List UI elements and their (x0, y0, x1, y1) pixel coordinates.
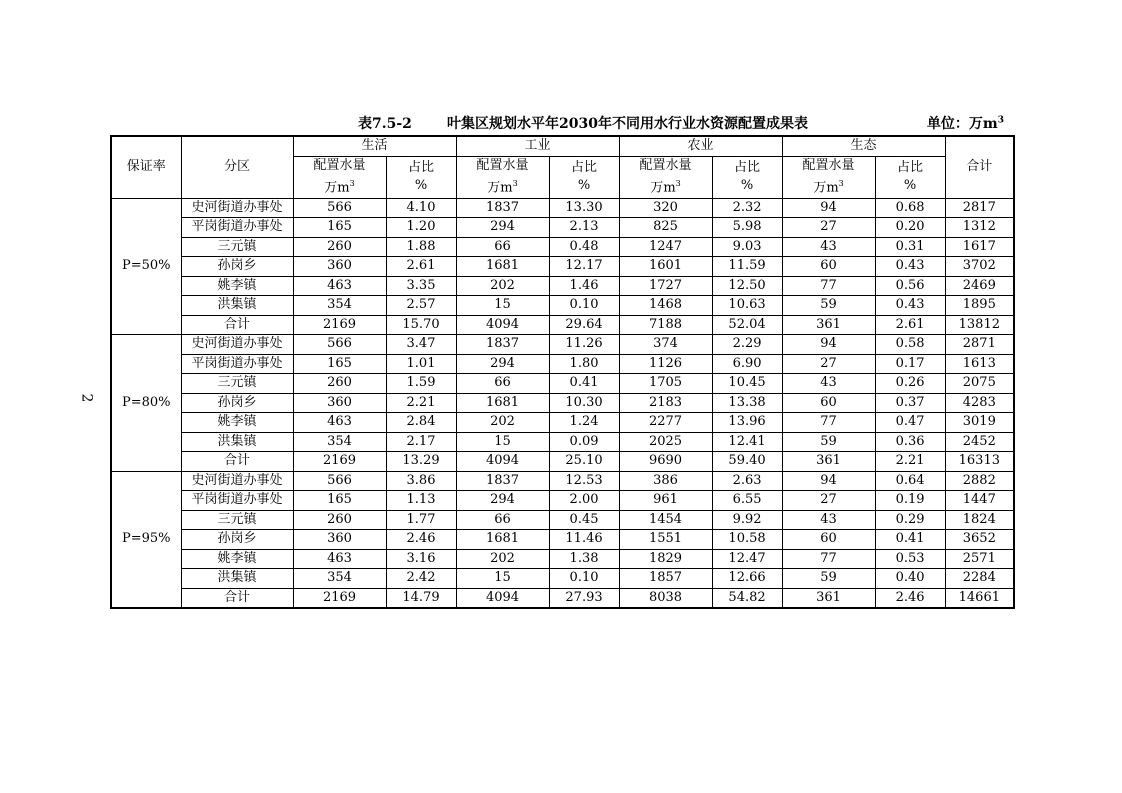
value-cell: 94 (782, 198, 875, 218)
header-ratio: 占比 % (386, 156, 456, 198)
value-cell: 0.19 (875, 491, 945, 511)
value-cell: 13.38 (712, 393, 782, 413)
value-cell: 1727 (619, 276, 712, 296)
value-cell: 202 (456, 549, 549, 569)
value-cell: 1126 (619, 354, 712, 374)
header-amount: 配置水量 万$m^3$ (782, 156, 875, 198)
value-cell: 1.20 (386, 218, 456, 238)
value-cell: 0.68 (875, 198, 945, 218)
value-cell: 11.46 (549, 530, 619, 550)
value-cell: 59 (782, 296, 875, 316)
value-cell: 1601 (619, 257, 712, 277)
table-row (111, 471, 1014, 491)
table-number: 表7.5-2 (358, 116, 412, 132)
rate-cell: P=95% (111, 471, 181, 608)
value-cell: 4.10 (386, 198, 456, 218)
value-cell: 1551 (619, 530, 712, 550)
value-cell: 260 (293, 374, 386, 394)
header-total: 合计 (945, 136, 1014, 198)
table-row (111, 413, 1014, 433)
table-row (111, 276, 1014, 296)
value-cell: 360 (293, 393, 386, 413)
value-cell: 566 (293, 335, 386, 355)
value-cell: 1837 (456, 335, 549, 355)
value-cell: 27 (782, 491, 875, 511)
value-cell: 2.21 (875, 452, 945, 472)
table-row (111, 530, 1014, 550)
table-row (111, 569, 1014, 589)
value-cell: 1.13 (386, 491, 456, 511)
value-cell: 0.31 (875, 237, 945, 257)
value-cell: 3.16 (386, 549, 456, 569)
value-cell: 1857 (619, 569, 712, 589)
value-cell: 1613 (945, 354, 1014, 374)
value-cell: 0.36 (875, 432, 945, 452)
value-cell: 59 (782, 569, 875, 589)
value-cell: 0.58 (875, 335, 945, 355)
value-cell: 0.56 (875, 276, 945, 296)
value-cell: 1312 (945, 218, 1014, 238)
value-cell: 15 (456, 296, 549, 316)
value-cell: 1454 (619, 510, 712, 530)
value-cell: 4283 (945, 393, 1014, 413)
value-cell: 59.40 (712, 452, 782, 472)
value-cell: 1681 (456, 530, 549, 550)
value-cell: 2.57 (386, 296, 456, 316)
value-cell: 15 (456, 432, 549, 452)
value-cell: 94 (782, 471, 875, 491)
table-row (111, 452, 1014, 472)
table-row (111, 198, 1014, 218)
value-cell: 1829 (619, 549, 712, 569)
value-cell: 1.59 (386, 374, 456, 394)
table-row (111, 491, 1014, 511)
value-cell: 2025 (619, 432, 712, 452)
value-cell: 2169 (293, 588, 386, 608)
value-cell: 1.01 (386, 354, 456, 374)
value-cell: 1.38 (549, 549, 619, 569)
value-cell: 52.04 (712, 315, 782, 335)
region-cell: 三元镇 (181, 237, 293, 257)
value-cell: 2871 (945, 335, 1014, 355)
value-cell: 2882 (945, 471, 1014, 491)
value-cell: 94 (782, 335, 875, 355)
table-row (111, 296, 1014, 316)
region-cell: 姚李镇 (181, 413, 293, 433)
value-cell: 43 (782, 237, 875, 257)
value-cell: 0.43 (875, 296, 945, 316)
value-cell: 3652 (945, 530, 1014, 550)
value-cell: 11.26 (549, 335, 619, 355)
header-ratio: 占比 % (875, 156, 945, 198)
value-cell: 294 (456, 491, 549, 511)
region-cell: 合计 (181, 315, 293, 335)
header-ratio: 占比 % (712, 156, 782, 198)
value-cell: 3.35 (386, 276, 456, 296)
value-cell: 354 (293, 569, 386, 589)
value-cell: 463 (293, 549, 386, 569)
value-cell: 66 (456, 374, 549, 394)
value-cell: 2284 (945, 569, 1014, 589)
value-cell: 1837 (456, 471, 549, 491)
value-cell: 1447 (945, 491, 1014, 511)
value-cell: 0.43 (875, 257, 945, 277)
header-group-industry: 工业 (456, 136, 619, 156)
value-cell: 2452 (945, 432, 1014, 452)
value-cell: 12.47 (712, 549, 782, 569)
value-cell: 0.41 (549, 374, 619, 394)
value-cell: 60 (782, 257, 875, 277)
value-cell: 2.61 (875, 315, 945, 335)
value-cell: 202 (456, 413, 549, 433)
value-cell: 360 (293, 530, 386, 550)
region-cell: 孙岗乡 (181, 393, 293, 413)
region-cell: 姚李镇 (181, 549, 293, 569)
value-cell: 12.50 (712, 276, 782, 296)
value-cell: 2169 (293, 315, 386, 335)
header-ratio: 占比 % (549, 156, 619, 198)
value-cell: 1824 (945, 510, 1014, 530)
value-cell: 2169 (293, 452, 386, 472)
region-cell: 三元镇 (181, 374, 293, 394)
value-cell: 10.63 (712, 296, 782, 316)
value-cell: 25.10 (549, 452, 619, 472)
table-row (111, 588, 1014, 608)
region-cell: 合计 (181, 452, 293, 472)
value-cell: 386 (619, 471, 712, 491)
value-cell: 7188 (619, 315, 712, 335)
value-cell: 2.46 (386, 530, 456, 550)
value-cell: 12.17 (549, 257, 619, 277)
header-group-agriculture: 农业 (619, 136, 782, 156)
table-row (111, 237, 1014, 257)
value-cell: 2277 (619, 413, 712, 433)
table-row (111, 257, 1014, 277)
value-cell: 16313 (945, 452, 1014, 472)
value-cell: 9.03 (712, 237, 782, 257)
value-cell: 6.55 (712, 491, 782, 511)
value-cell: 2.13 (549, 218, 619, 238)
value-cell: 0.37 (875, 393, 945, 413)
value-cell: 165 (293, 491, 386, 511)
value-cell: 2.32 (712, 198, 782, 218)
value-cell: 9690 (619, 452, 712, 472)
value-cell: 1.24 (549, 413, 619, 433)
value-cell: 463 (293, 413, 386, 433)
table-row (111, 393, 1014, 413)
value-cell: 1705 (619, 374, 712, 394)
value-cell: 14.79 (386, 588, 456, 608)
value-cell: 77 (782, 276, 875, 296)
value-cell: 374 (619, 335, 712, 355)
value-cell: 2.00 (549, 491, 619, 511)
header-region: 分区 (181, 136, 293, 198)
value-cell: 1.80 (549, 354, 619, 374)
value-cell: 4094 (456, 588, 549, 608)
header-group-domestic: 生活 (293, 136, 456, 156)
value-cell: 361 (782, 588, 875, 608)
value-cell: 294 (456, 354, 549, 374)
value-cell: 10.58 (712, 530, 782, 550)
table-title: 叶集区规划水平年2030年不同用水行业水资源配置成果表 (447, 116, 808, 132)
value-cell: 0.45 (549, 510, 619, 530)
value-cell: 43 (782, 510, 875, 530)
value-cell: 10.30 (549, 393, 619, 413)
value-cell: 2.21 (386, 393, 456, 413)
value-cell: 13.30 (549, 198, 619, 218)
value-cell: 0.26 (875, 374, 945, 394)
table-row (111, 218, 1014, 238)
value-cell: 2183 (619, 393, 712, 413)
header-group-ecology: 生态 (782, 136, 945, 156)
value-cell: 13.96 (712, 413, 782, 433)
region-cell: 洪集镇 (181, 432, 293, 452)
value-cell: 566 (293, 471, 386, 491)
region-cell: 洪集镇 (181, 296, 293, 316)
header-amount: 配置水量 万$m^3$ (293, 156, 386, 198)
value-cell: 12.66 (712, 569, 782, 589)
value-cell: 354 (293, 296, 386, 316)
value-cell: 0.64 (875, 471, 945, 491)
value-cell: 0.48 (549, 237, 619, 257)
value-cell: 566 (293, 198, 386, 218)
value-cell: 0.29 (875, 510, 945, 530)
value-cell: 1895 (945, 296, 1014, 316)
value-cell: 3702 (945, 257, 1014, 277)
table-row (111, 432, 1014, 452)
value-cell: 0.10 (549, 569, 619, 589)
value-cell: 60 (782, 393, 875, 413)
value-cell: 6.90 (712, 354, 782, 374)
value-cell: 361 (782, 315, 875, 335)
value-cell: 66 (456, 510, 549, 530)
value-cell: 12.53 (549, 471, 619, 491)
value-cell: 77 (782, 549, 875, 569)
table-caption (0, 113, 1122, 135)
value-cell: 0.10 (549, 296, 619, 316)
value-cell: 43 (782, 374, 875, 394)
value-cell: 13.29 (386, 452, 456, 472)
value-cell: 0.41 (875, 530, 945, 550)
value-cell: 15 (456, 569, 549, 589)
region-cell: 史河街道办事处 (181, 335, 293, 355)
value-cell: 77 (782, 413, 875, 433)
value-cell: 294 (456, 218, 549, 238)
value-cell: 961 (619, 491, 712, 511)
value-cell: 27 (782, 218, 875, 238)
value-cell: 260 (293, 237, 386, 257)
value-cell: 4094 (456, 452, 549, 472)
region-cell: 平岗街道办事处 (181, 354, 293, 374)
value-cell: 2.63 (712, 471, 782, 491)
table-row (111, 354, 1014, 374)
table-row (111, 549, 1014, 569)
value-cell: 27.93 (549, 588, 619, 608)
value-cell: 2075 (945, 374, 1014, 394)
value-cell: 8038 (619, 588, 712, 608)
table-unit: 单位：万$m^3$ (926, 115, 1004, 132)
value-cell: 15.70 (386, 315, 456, 335)
value-cell: 3019 (945, 413, 1014, 433)
value-cell: 1.88 (386, 237, 456, 257)
table-row (111, 510, 1014, 530)
allocation-table (110, 135, 1015, 609)
header-rate: 保证率 (111, 136, 181, 198)
value-cell: 320 (619, 198, 712, 218)
table-row (111, 315, 1014, 335)
region-cell: 史河街道办事处 (181, 198, 293, 218)
header-amount: 配置水量 万$m^3$ (456, 156, 549, 198)
table-row (111, 335, 1014, 355)
value-cell: 4094 (456, 315, 549, 335)
value-cell: 1.77 (386, 510, 456, 530)
value-cell: 2.17 (386, 432, 456, 452)
value-cell: 2.46 (875, 588, 945, 608)
value-cell: 2.61 (386, 257, 456, 277)
region-cell: 三元镇 (181, 510, 293, 530)
value-cell: 361 (782, 452, 875, 472)
region-cell: 史河街道办事处 (181, 471, 293, 491)
value-cell: 1617 (945, 237, 1014, 257)
value-cell: 11.59 (712, 257, 782, 277)
value-cell: 1681 (456, 257, 549, 277)
value-cell: 13812 (945, 315, 1014, 335)
value-cell: 0.17 (875, 354, 945, 374)
value-cell: 260 (293, 510, 386, 530)
region-cell: 孙岗乡 (181, 257, 293, 277)
value-cell: 825 (619, 218, 712, 238)
value-cell: 1.46 (549, 276, 619, 296)
value-cell: 66 (456, 237, 549, 257)
value-cell: 14661 (945, 588, 1014, 608)
value-cell: 12.41 (712, 432, 782, 452)
value-cell: 0.20 (875, 218, 945, 238)
region-cell: 平岗街道办事处 (181, 491, 293, 511)
rate-cell: P=80% (111, 335, 181, 472)
value-cell: 360 (293, 257, 386, 277)
value-cell: 10.45 (712, 374, 782, 394)
value-cell: 9.92 (712, 510, 782, 530)
page-number: 2 (78, 393, 95, 403)
value-cell: 2.84 (386, 413, 456, 433)
value-cell: 54.82 (712, 588, 782, 608)
value-cell: 165 (293, 218, 386, 238)
value-cell: 165 (293, 354, 386, 374)
value-cell: 59 (782, 432, 875, 452)
value-cell: 2469 (945, 276, 1014, 296)
value-cell: 463 (293, 276, 386, 296)
region-cell: 平岗街道办事处 (181, 218, 293, 238)
value-cell: 202 (456, 276, 549, 296)
value-cell: 0.40 (875, 569, 945, 589)
value-cell: 0.09 (549, 432, 619, 452)
value-cell: 27 (782, 354, 875, 374)
value-cell: 2.29 (712, 335, 782, 355)
value-cell: 1468 (619, 296, 712, 316)
region-cell: 孙岗乡 (181, 530, 293, 550)
region-cell: 洪集镇 (181, 569, 293, 589)
table-row (111, 374, 1014, 394)
region-cell: 姚李镇 (181, 276, 293, 296)
value-cell: 1681 (456, 393, 549, 413)
value-cell: 1247 (619, 237, 712, 257)
value-cell: 5.98 (712, 218, 782, 238)
value-cell: 29.64 (549, 315, 619, 335)
value-cell: 3.86 (386, 471, 456, 491)
rate-cell: P=50% (111, 198, 181, 335)
header-amount: 配置水量 万$m^3$ (619, 156, 712, 198)
value-cell: 354 (293, 432, 386, 452)
value-cell: 2.42 (386, 569, 456, 589)
value-cell: 2571 (945, 549, 1014, 569)
value-cell: 2817 (945, 198, 1014, 218)
region-cell: 合计 (181, 588, 293, 608)
value-cell: 0.47 (875, 413, 945, 433)
value-cell: 0.53 (875, 549, 945, 569)
value-cell: 60 (782, 530, 875, 550)
value-cell: 1837 (456, 198, 549, 218)
value-cell: 3.47 (386, 335, 456, 355)
